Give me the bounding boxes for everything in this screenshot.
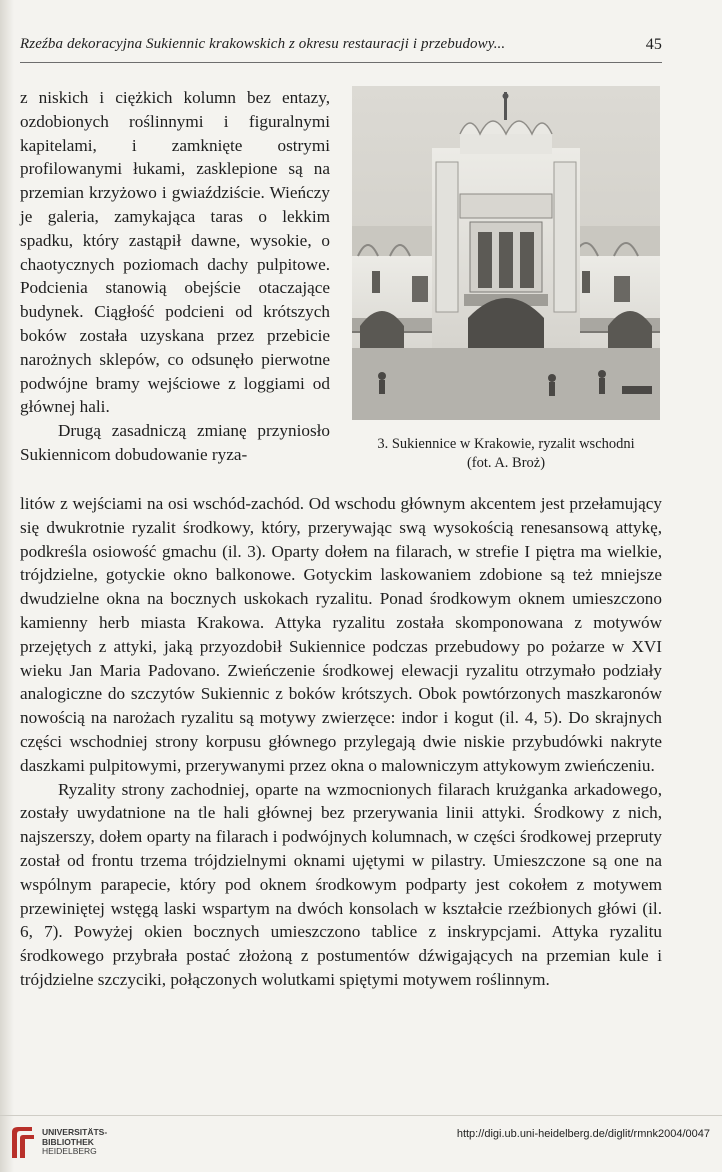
library-logo-icon[interactable] — [8, 1124, 38, 1160]
library-name-line-1: UNIVERSITÄTS- — [42, 1127, 108, 1137]
library-name-line-3: HEIDELBERG — [42, 1146, 97, 1156]
source-url-link[interactable]: http://digi.ub.uni-heidelberg.de/diglit/rmnk2004/0047 — [456, 1128, 710, 1140]
page-binding-edge — [0, 0, 14, 1172]
library-name-line-2: BIBLIOTHEK — [42, 1136, 94, 1147]
caption-line-1: 3. Sukiennice w Krakowie, ryzalit wschodni — [377, 436, 635, 452]
footer-rule — [0, 1115, 722, 1116]
paragraph-1: z niskich i ciężkich kolumn bez entazy, ozdobionych roślinnymi i figuralnymi kapitelami, i zamknięte ostrymi profilowanymi łukami, zasklepione są na przemian krzyżowo i gwiaździście. Wieńczy je galeria, zamykająca taras o lekkim spadku, który zastąpił dawne, wysokie, o chaotycznych poziomach dachy pulpitowe. Podcienia stanowią obejście otaczające budynek. Ciągłość podcieni od krótszych boków została uzyskana przez przebicie narożnych sklepów, co odsunęło pierwotne podwójne bramy wejściowe z loggiami od głównej hali. — [20, 88, 330, 417]
photo-sukiennice-east-facade — [352, 86, 660, 420]
header-rule — [20, 62, 662, 63]
paragraph-2-rest: litów z wejściami na osi wschód-zachód. Od wschodu głównym akcentem jest przełamujący się dwukrotnie ryzalit środkowy, który, przerywając swą wysokością renesansową attykę, podkreśla osiowość gmachu (il. 3). Oparty dołem na filarach, w strefie I piętra ma wielkie, trójdzielne, gotyckie okno balkonowe. Gotyckim laskowaniem zdobione są też mniejsze dwudzielne okna na bocznych uskokach ryzalitu. Ponad środkowym oknem umieszczono kamienny herb miasta Krakowa. Attyka ryzalitu została skomponowana z motywów przejętych z attyki, jaką przyozdobił Sukiennice podczas przebudowy po pożarze w XVI wieku Jan Maria Padovano. Zwieńczenie środkowej elewacji ryzalitu otrzymało podziały analogiczne do szczytów Sukiennic z boków krótszych. Obok powtórzonych maszkaronów nowością na narożach ryzalitu są motywy zwierzęce: indor i kogut (il. 4, 5). Do skrajnych części wschodniej strony korpusu głównego przylegają dwie niskie przybudówki nakryte daszkami pulpitowymi, przerywanymi przez okna o malowniczym attykowym zwieńczeniu. — [20, 494, 662, 775]
left-column-text — [20, 86, 330, 467]
caption-line-2: (fot. A. Broż) — [466, 455, 546, 471]
building-photo-illustration — [352, 86, 660, 420]
paragraph-2-start: Drugą zasadniczą zmianę przyniosło Sukiennicom dobudowanie ryza- — [20, 421, 330, 464]
main-body-text — [20, 492, 662, 992]
figure-caption — [352, 435, 660, 473]
page-number: 45 — [645, 36, 662, 53]
library-name[interactable] — [42, 1128, 107, 1157]
running-header — [20, 36, 662, 53]
paragraph-3: Ryzality strony zachodniej, oparte na wzmocnionych filarach krużganka arkadowego, zostały uwydatnione na tle hali głównej bez przerywania linii attyki. Środkowy z nich, najszerszy, dołem oparty na filarach i podwójnych kolumnach, w części środkowej przepruty został od frontu trzema trójdzielnymi oknami ujętymi w pilastry. Umieszczone są one na wspólnym parapecie, który pod oknem środkowym podparty jest cokołem z motywem przewiniętej wstęgą laski wspartym na dwóch konsolach w kształcie rzeźbionych główi (il. 6, 7). Powyżej okien bocznych umieszczono tablice z inskrypcjami. Attyka ryzalitu środkowego przybrała postać złożoną z postumentów dźwigających na przemian kule i trójdzielne szczyciki, połączonych wolutkami spiętymi motywem roślinnym. — [20, 779, 662, 989]
running-title: Rzeźba dekoracyjna Sukiennic krakowskich z okresu restauracji i przebudowy... — [20, 36, 506, 52]
